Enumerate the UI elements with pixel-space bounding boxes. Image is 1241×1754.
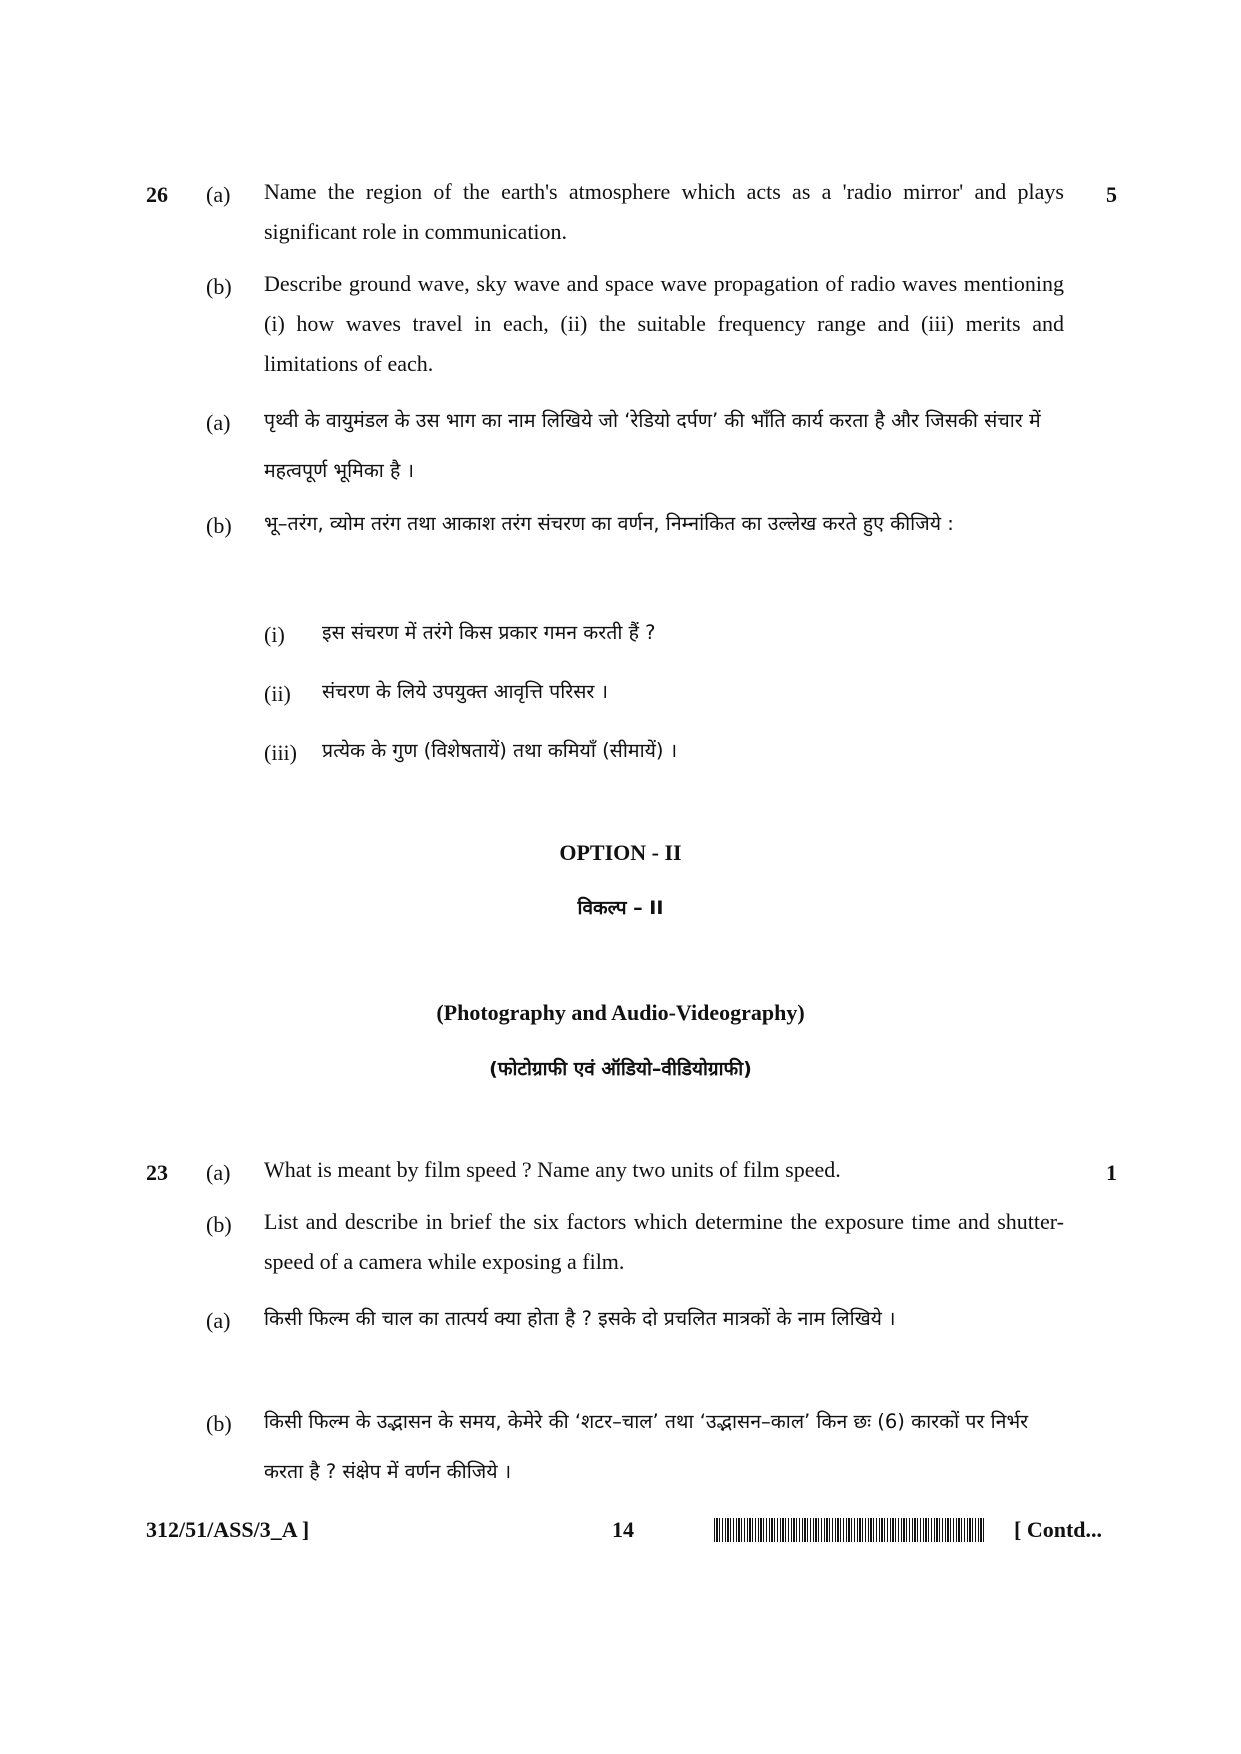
page-number: 14 [612,1517,634,1542]
part-label-hindi: (b) [206,513,232,538]
question-text-hindi: किसी फिल्म के उद्भासन के समय, केमेरे की ‘शटर–चाल’ तथा ‘उद्भासन–काल’ किन छः (6) कारकों पर निर्भर करता है ? संक्षेप में वर्णन कीजिये । [264,1410,1029,1483]
subpart-text: प्रत्येक के गुण (विशेषतायें) तथा कमियाँ (सीमायें) । [322,739,678,762]
part-label-hindi: (a) [206,1308,231,1333]
part-label-hindi: (b) [206,1411,232,1436]
marks: 1 [1106,1160,1117,1185]
question-text: Describe ground wave, sky wave and space wave propagation of radio waves mentioning (i) how waves travel in each, (ii) the suitable frequency range and (iii) merits and limitations of each. [264,271,1064,376]
question-text-hindi: भू–तरंग, व्योम तरंग तथा आकाश तरंग संचरण का वर्णन, निम्नांकित का उल्लेख करते हुए कीजिये : [264,512,954,535]
question-text: What is meant by film speed ? Name any two units of film speed. [264,1157,841,1182]
option-heading: OPTION - II [559,840,682,865]
question-text-hindi: पृथ्वी के वायुमंडल के उस भाग का नाम लिखिये जो ‘रेडियो दर्पण’ की भाँति कार्य करता है और जिसकी संचार में महत्वपूर्ण भूमिका है । [264,409,1041,482]
marks: 5 [1106,182,1117,207]
subpart-text: संचरण के लिये उपयुक्त आवृत्ति परिसर । [322,680,608,703]
question-number: 26 [146,182,168,207]
question-text: List and describe in brief the six factors which determine the exposure time and shutter-speed of a camera while exposing a film. [264,1209,1064,1274]
part-label-hindi: (a) [206,410,231,435]
part-label: (a) [206,182,231,207]
subject-heading-hindi: (फोटोग्राफी एवं ऑडियो–वीडियोग्राफी) [489,1058,752,1080]
question-number: 23 [146,1160,168,1185]
subpart-text: इस संचरण में तरंगे किस प्रकार गमन करती हैं ? [322,621,656,644]
part-label: (b) [206,274,232,299]
question-text-hindi: किसी फिल्म की चाल का तात्पर्य क्या होता है ? इसके दो प्रचलित मात्रकों के नाम लिखिये । [264,1307,896,1330]
subject-heading: (Photography and Audio-Videography) [436,1000,805,1025]
barcode [714,1518,986,1542]
continued-label: [ Contd... [1014,1517,1103,1542]
subpart-label: (iii) [264,740,297,765]
part-label: (a) [206,1160,231,1185]
option-heading-hindi: विकल्प – II [577,897,664,919]
question-text: Name the region of the earth's atmosphere which acts as a 'radio mirror' and plays significant role in communication. [264,179,1064,244]
part-label: (b) [206,1212,232,1237]
subpart-label: (ii) [264,681,291,706]
paper-code: 312/51/ASS/3_A ] [146,1517,310,1542]
subpart-label: (i) [264,622,285,647]
